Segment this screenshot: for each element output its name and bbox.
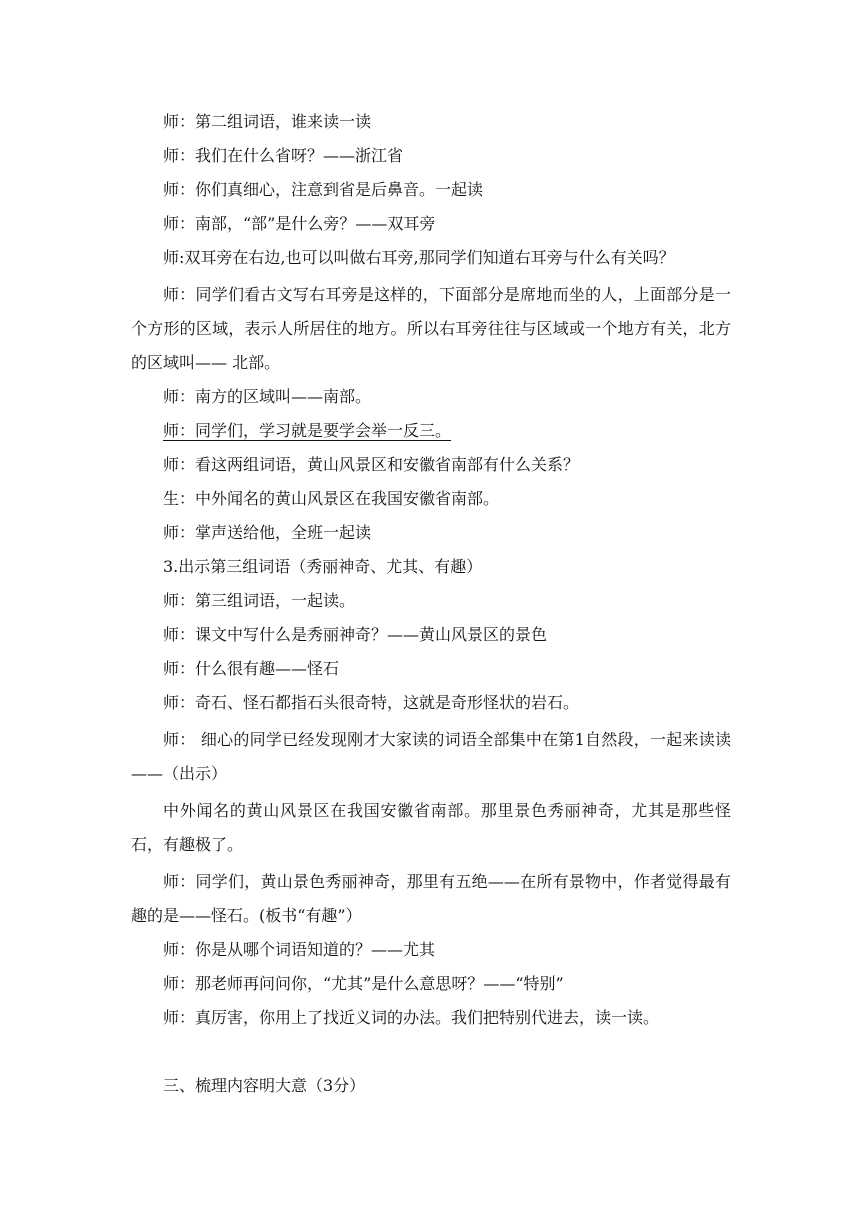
paragraph: 师：课文中写什么是秀丽神奇？——黄山风景区的景色: [163, 625, 548, 644]
paragraph: 师： 细心的同学已经发现刚才大家读的词语全部集中在第1自然段，一起来读读——（出示）: [131, 730, 731, 783]
paragraph: 师：掌声送给他，全班一起读: [163, 523, 372, 542]
paragraph: 师：奇石、怪石都指石头很奇特，这就是奇形怪状的岩石。: [163, 693, 580, 712]
document-body: [131, 108, 731, 1116]
paragraph: 师：你是从哪个词语知道的？——尤其: [163, 940, 436, 959]
paragraph: 中外闻名的黄山风景区在我国安徽省南部。那里景色秀丽神奇，尤其是那些怪石，有趣极了。: [131, 801, 731, 854]
paragraph: 师：我们在什么省呀？——浙江省: [163, 146, 404, 165]
paragraph: 生：中外闻名的黄山风景区在我国安徽省南部。: [163, 489, 500, 508]
paragraph: 师：看这两组词语，黄山风景区和安徽省南部有什么关系？: [163, 455, 580, 474]
paragraph: 师：南方的区域叫——南部。: [163, 387, 372, 406]
paragraph: 师：同学们看古文写右耳旁是这样的，下面部分是席地而坐的人，上面部分是一个方形的区域，表示人所居住的地方。所以右耳旁往往与区域或一个地方有关，北方的区域叫—— 北部。: [131, 285, 731, 372]
paragraph: 师:双耳旁在右边,也可以叫做右耳旁,那同学们知道右耳旁与什么有关吗？: [163, 248, 675, 267]
underlined-text: 师：同学们，学习就是要学会举一反三。: [163, 421, 452, 440]
paragraph: 师：第三组词语，一起读。: [163, 591, 356, 610]
paragraph: 师：真厉害，你用上了找近义词的办法。我们把特别代进去，读一读。: [163, 1008, 660, 1027]
paragraph: 3.出示第三组词语（秀丽神奇、尤其、有趣）: [163, 557, 483, 576]
paragraph: 师：第二组词语，谁来读一读: [163, 112, 372, 131]
paragraph: 师：什么很有趣——怪石: [163, 659, 340, 678]
paragraph: 师：那老师再问问你，“尤其”是什么意思呀？——“特别”: [163, 974, 564, 993]
paragraph: 师：南部，“部”是什么旁？——双耳旁: [163, 214, 436, 233]
paragraph-underlined: [131, 417, 731, 445]
paragraph: 师：你们真细心，注意到省是后鼻音。一起读: [163, 180, 484, 199]
paragraph: 师：同学们，黄山景色秀丽神奇，那里有五绝——在所有景物中，作者觉得最有趣的是——怪石。(板书“有趣”）: [131, 872, 731, 925]
section-heading: 三、梳理内容明大意（3分）: [163, 1076, 366, 1095]
